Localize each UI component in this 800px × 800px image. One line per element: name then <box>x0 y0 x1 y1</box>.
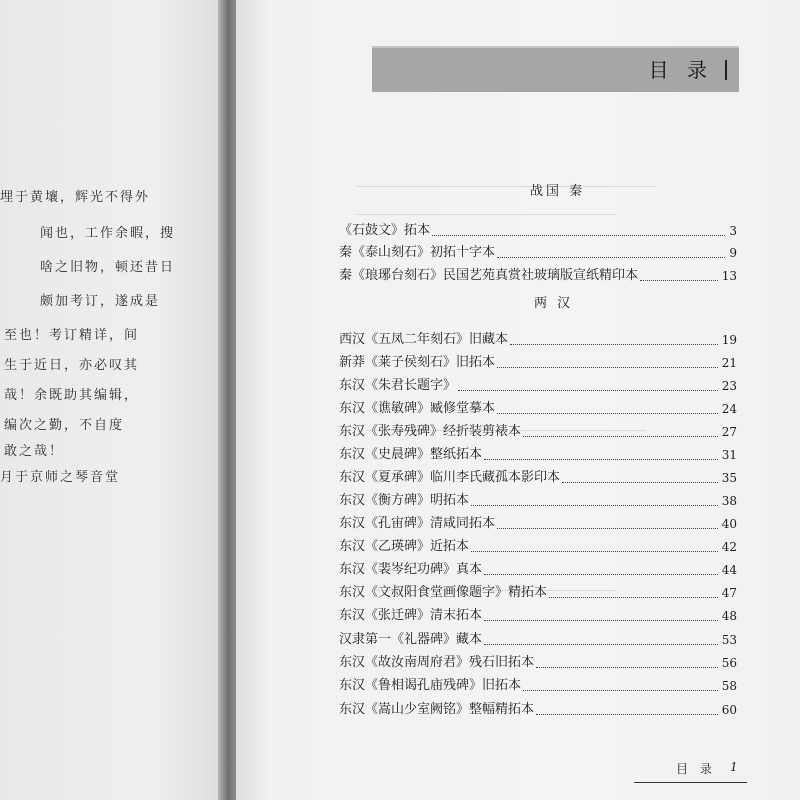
left-text-line: 哉！余既助其编辑， <box>4 388 140 403</box>
toc-entry-page: 31 <box>721 448 737 462</box>
left-text-line: 啥之旧物，顿还昔日 <box>40 260 176 275</box>
toc-entry-title: 东汉《孔宙碑》清咸同拓本 <box>339 516 496 531</box>
toc-entry-page: 35 <box>721 471 737 485</box>
toc-entry-title: 东汉《谯敏碑》臧修堂摹本 <box>339 401 496 416</box>
toc-entry-page: 47 <box>721 586 737 600</box>
toc-entry-title: 西汉《五凤二年刻石》旧藏本 <box>339 332 509 347</box>
toc-entry-page: 53 <box>721 633 737 647</box>
toc-entry-title: 汉隶第一《礼器碑》藏本 <box>339 632 483 647</box>
left-text-line: 月于京师之琴音堂 <box>0 470 121 485</box>
toc-entry-page: 48 <box>721 609 737 623</box>
toc-entry-title: 《石鼓文》拓本 <box>339 223 431 238</box>
left-text-line: 闻也，工作余暇，搜 <box>40 226 176 241</box>
footer-label: 目 录 <box>676 762 716 776</box>
toc-entry-page: 3 <box>729 224 737 238</box>
toc-entry-title: 东汉《嵩山少室阙铭》整幅精拓本 <box>339 702 535 717</box>
toc-entry-page: 24 <box>721 402 737 416</box>
toc-entry-page: 21 <box>721 356 737 370</box>
toc-entry-title: 东汉《鲁相谒孔庙残碑》旧拓本 <box>339 678 522 693</box>
footer-rule <box>634 782 747 783</box>
left-text-line: 生于近日，亦必叹其 <box>4 358 140 373</box>
footer-page-number: 1 <box>730 760 738 774</box>
toc-entry-page: 19 <box>721 333 737 347</box>
toc-entry-title: 东汉《文叔阳食堂画像题字》精拓本 <box>339 585 548 600</box>
toc-entry-title: 东汉《乙瑛碑》近拓本 <box>339 539 470 554</box>
right-page <box>236 0 800 800</box>
toc-entry-page: 27 <box>721 425 737 439</box>
toc-entry-title: 东汉《朱君长题字》 <box>339 378 457 393</box>
toc-entry-page: 9 <box>729 246 737 260</box>
footer-layer <box>236 0 800 800</box>
toc-entry-title: 东汉《夏承碑》临川李氏藏孤本影印本 <box>339 470 561 485</box>
section-heading: 战国 秦 <box>530 184 586 199</box>
toc-entry-page: 42 <box>721 540 737 554</box>
toc-entry-title: 东汉《衡方碑》明拓本 <box>339 493 470 508</box>
toc-entry-page: 38 <box>721 494 737 508</box>
toc-entry-title: 秦《泰山刻石》初拓十字本 <box>339 245 496 260</box>
toc-entry-page: 60 <box>721 703 737 717</box>
toc-entry-page: 58 <box>721 679 737 693</box>
left-text-line: 敢之哉！ <box>4 444 65 459</box>
left-text-line: 颇加考订，遂成是 <box>40 294 161 309</box>
toc-entry-title: 东汉《史晨碑》整纸拓本 <box>339 447 483 462</box>
toc-entry-title: 东汉《裴岑纪功碑》真本 <box>339 562 483 577</box>
toc-entry-title: 东汉《故汝南周府君》残石旧拓本 <box>339 655 535 670</box>
toc-entry-page: 44 <box>721 563 737 577</box>
toc-entry-page: 40 <box>721 517 737 531</box>
page-title: 目 录 <box>648 58 713 82</box>
left-text-line: 至也！考订精详，间 <box>4 328 140 343</box>
left-text-line: 编次之勤，不自度 <box>4 418 125 433</box>
left-text-line: 埋于黄壤，辉光不得外 <box>0 190 151 205</box>
toc-entry-page: 56 <box>721 656 737 670</box>
left-page <box>0 0 222 800</box>
toc-entry-title: 东汉《张寿残碑》经折装剪裱本 <box>339 424 522 439</box>
toc-entry-title: 新莽《莱子侯刻石》旧拓本 <box>339 355 496 370</box>
toc-entry-page: 13 <box>721 269 737 283</box>
toc-entry-title: 东汉《张迁碑》清末拓本 <box>339 608 483 623</box>
toc-entry-title: 秦《琅琊台刻石》民国艺苑真赏社玻璃版宣纸精印本 <box>339 268 639 283</box>
section-heading: 两 汉 <box>534 296 574 311</box>
toc-entry-page: 23 <box>721 379 737 393</box>
